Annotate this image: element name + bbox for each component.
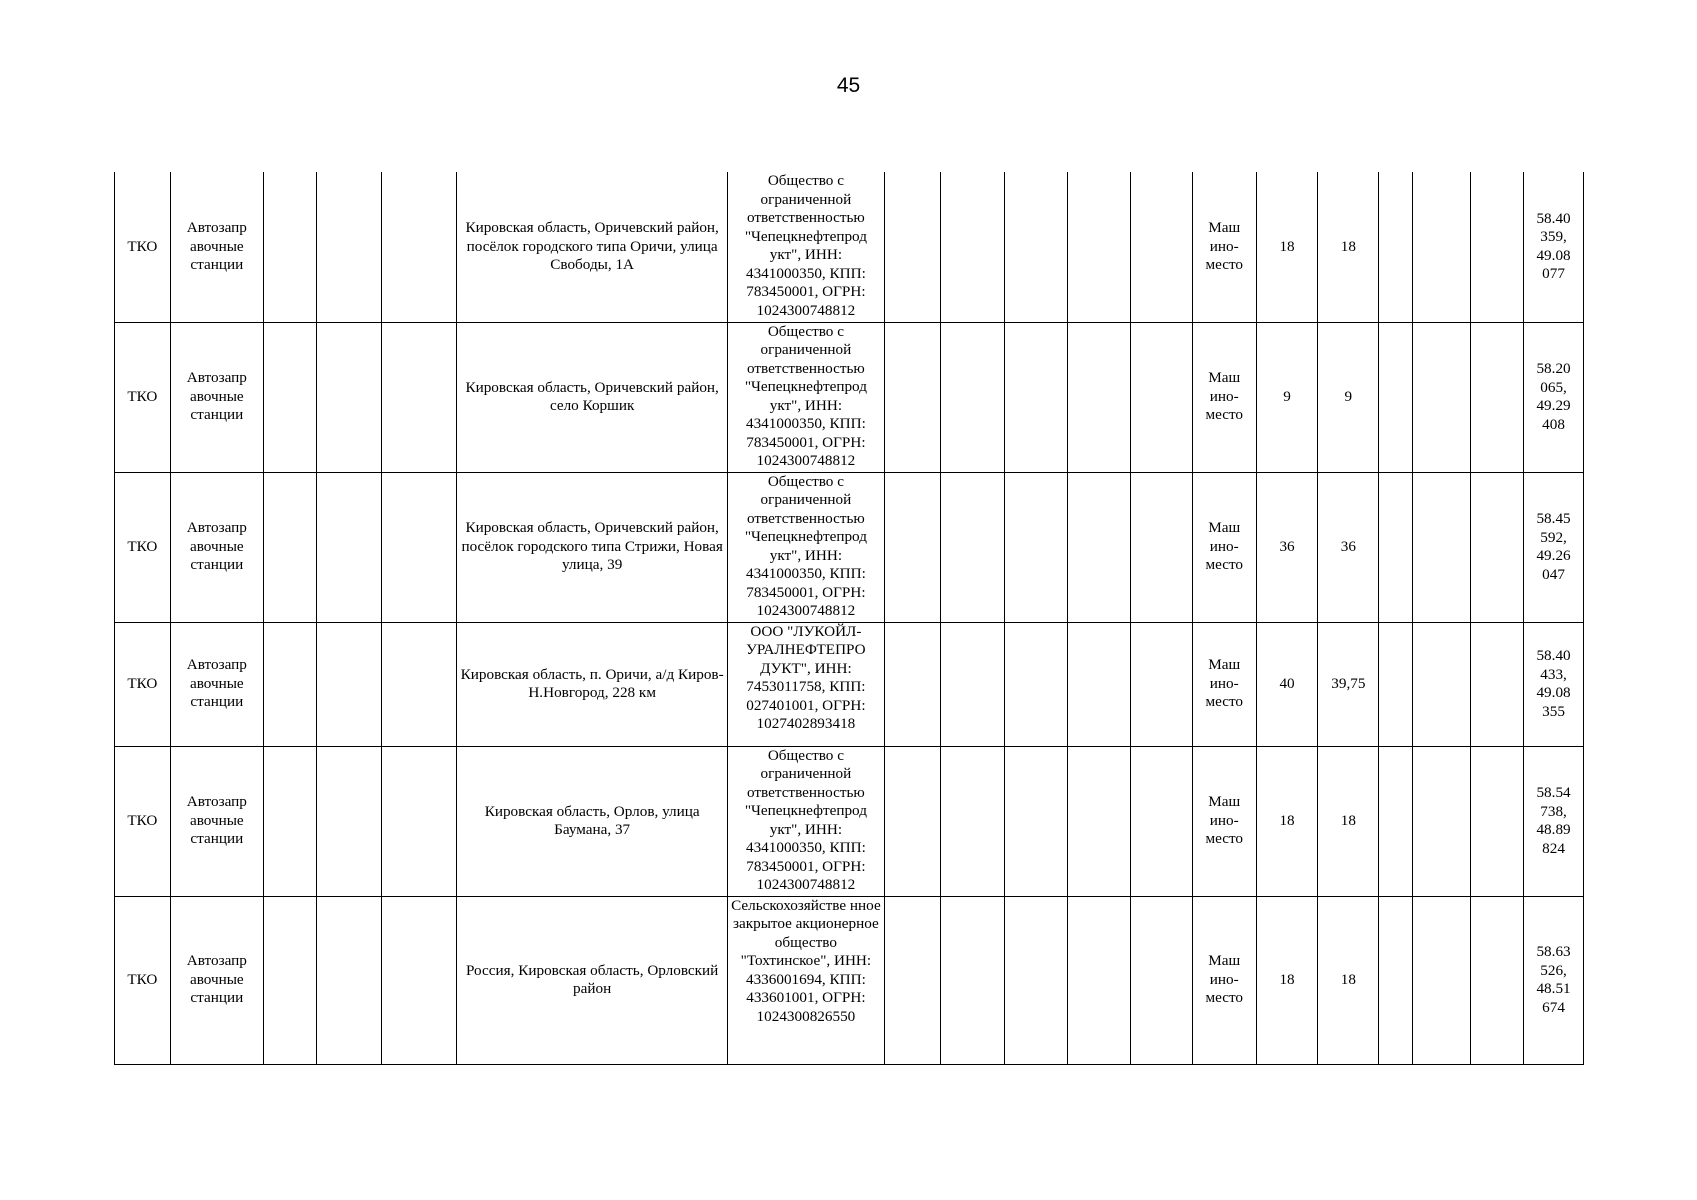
empty-cell (884, 172, 940, 322)
coordinates-cell: 58.54 738, 48.89 824 (1524, 746, 1584, 896)
owner-cell: ООО "ЛУКОЙЛ-УРАЛНЕФТЕПРО ДУКТ", ИНН: 7453011758, КПП: 027401001, ОГРН: 1027402893418 (727, 622, 884, 746)
source-cell: Автозапр авочные станции (170, 172, 263, 322)
empty-cell (1005, 472, 1068, 622)
page-number: 45 (836, 74, 861, 97)
value-1-cell: 36 (1256, 472, 1318, 622)
empty-cell (1471, 746, 1524, 896)
empty-cell (263, 472, 316, 622)
empty-cell (1471, 622, 1524, 746)
empty-cell (1068, 322, 1131, 472)
empty-cell (316, 746, 382, 896)
empty-cell (940, 622, 1005, 746)
owner-cell: Общество с ограниченной ответственностью "Чепецкнефтепрод укт", ИНН: 4341000350, КПП: 783450001, ОГРН: 1024300748812 (727, 472, 884, 622)
source-cell: Автозапр авочные станции (170, 896, 263, 1064)
table-row (115, 472, 1584, 622)
source-cell: Автозапр авочные станции (170, 472, 263, 622)
source-cell: Автозапр авочные станции (170, 746, 263, 896)
empty-cell (263, 896, 316, 1064)
coordinates-cell: 58.40 433, 49.08 355 (1524, 622, 1584, 746)
unit-cell: Маш ино-место (1192, 622, 1256, 746)
empty-cell (1379, 322, 1412, 472)
unit-cell: Маш ино-место (1192, 472, 1256, 622)
value-1-cell: 9 (1256, 322, 1318, 472)
empty-cell (382, 896, 457, 1064)
empty-cell (884, 746, 940, 896)
owner-cell: Общество с ограниченной ответственностью "Чепецкнефтепрод укт", ИНН: 4341000350, КПП: 783450001, ОГРН: 1024300748812 (727, 172, 884, 322)
empty-cell (1412, 622, 1471, 746)
empty-cell (884, 622, 940, 746)
coordinates-cell: 58.45 592, 49.26 047 (1524, 472, 1584, 622)
empty-cell (1379, 472, 1412, 622)
waste-type-cell: ТКО (115, 172, 171, 322)
unit-cell: Маш ино-место (1192, 896, 1256, 1064)
empty-cell (1471, 896, 1524, 1064)
empty-cell (1068, 172, 1131, 322)
address-cell: Кировская область, Оричевский район, посёлок городского типа Стрижи, Новая улица, 39 (457, 472, 727, 622)
empty-cell (1005, 622, 1068, 746)
empty-cell (940, 172, 1005, 322)
empty-cell (316, 896, 382, 1064)
waste-sources-table (114, 172, 1584, 1065)
empty-cell (1471, 322, 1524, 472)
empty-cell (1131, 622, 1193, 746)
empty-cell (1471, 472, 1524, 622)
waste-type-cell: ТКО (115, 746, 171, 896)
empty-cell (1005, 172, 1068, 322)
value-2-cell: 18 (1318, 746, 1379, 896)
value-2-cell: 39,75 (1318, 622, 1379, 746)
table-row (115, 622, 1584, 746)
empty-cell (1412, 896, 1471, 1064)
waste-type-cell: ТКО (115, 896, 171, 1064)
empty-cell (1131, 322, 1193, 472)
unit-cell: Маш ино-место (1192, 172, 1256, 322)
value-2-cell: 18 (1318, 172, 1379, 322)
empty-cell (884, 472, 940, 622)
address-cell: Россия, Кировская область, Орловский район (457, 896, 727, 1064)
empty-cell (1131, 172, 1193, 322)
empty-cell (1131, 896, 1193, 1064)
empty-cell (1005, 322, 1068, 472)
empty-cell (1379, 622, 1412, 746)
empty-cell (263, 322, 316, 472)
unit-cell: Маш ино-место (1192, 746, 1256, 896)
address-cell: Кировская область, Оричевский район, село Коршик (457, 322, 727, 472)
source-cell: Автозапр авочные станции (170, 322, 263, 472)
empty-cell (1068, 896, 1131, 1064)
owner-cell: Общество с ограниченной ответственностью "Чепецкнефтепрод укт", ИНН: 4341000350, КПП: 783450001, ОГРН: 1024300748812 (727, 322, 884, 472)
empty-cell (316, 172, 382, 322)
empty-cell (382, 622, 457, 746)
value-2-cell: 9 (1318, 322, 1379, 472)
empty-cell (1131, 746, 1193, 896)
empty-cell (940, 746, 1005, 896)
waste-type-cell: ТКО (115, 472, 171, 622)
table-row (115, 172, 1584, 322)
value-2-cell: 18 (1318, 896, 1379, 1064)
empty-cell (382, 472, 457, 622)
empty-cell (382, 322, 457, 472)
empty-cell (1005, 896, 1068, 1064)
empty-cell (382, 746, 457, 896)
empty-cell (1379, 746, 1412, 896)
empty-cell (1412, 322, 1471, 472)
value-1-cell: 18 (1256, 746, 1318, 896)
empty-cell (1471, 172, 1524, 322)
source-cell: Автозапр авочные станции (170, 622, 263, 746)
empty-cell (1005, 746, 1068, 896)
empty-cell (1379, 896, 1412, 1064)
empty-cell (382, 172, 457, 322)
empty-cell (1412, 746, 1471, 896)
empty-cell (1379, 172, 1412, 322)
table-row (115, 896, 1584, 1064)
empty-cell (884, 896, 940, 1064)
empty-cell (940, 896, 1005, 1064)
empty-cell (263, 172, 316, 322)
value-1-cell: 18 (1256, 172, 1318, 322)
empty-cell (263, 622, 316, 746)
table-row (115, 746, 1584, 896)
empty-cell (263, 746, 316, 896)
value-1-cell: 40 (1256, 622, 1318, 746)
empty-cell (1412, 472, 1471, 622)
value-1-cell: 18 (1256, 896, 1318, 1064)
empty-cell (940, 472, 1005, 622)
empty-cell (316, 622, 382, 746)
address-cell: Кировская область, п. Оричи, а/д Киров-Н.Новгород, 228 км (457, 622, 727, 746)
waste-type-cell: ТКО (115, 622, 171, 746)
coordinates-cell: 58.20 065, 49.29 408 (1524, 322, 1584, 472)
empty-cell (1068, 746, 1131, 896)
coordinates-cell: 58.40 359, 49.08 077 (1524, 172, 1584, 322)
empty-cell (316, 472, 382, 622)
empty-cell (940, 322, 1005, 472)
table-row (115, 322, 1584, 472)
empty-cell (1068, 472, 1131, 622)
address-cell: Кировская область, Орлов, улица Баумана, 37 (457, 746, 727, 896)
unit-cell: Маш ино-место (1192, 322, 1256, 472)
empty-cell (1412, 172, 1471, 322)
address-cell: Кировская область, Оричевский район, посёлок городского типа Оричи, улица Свободы, 1А (457, 172, 727, 322)
owner-cell: Сельскохозяйстве нное закрытое акционерное общество "Тохтинское", ИНН: 4336001694, КПП: 433601001, ОГРН: 1024300826550 (727, 896, 884, 1064)
owner-cell: Общество с ограниченной ответственностью "Чепецкнефтепрод укт", ИНН: 4341000350, КПП: 783450001, ОГРН: 1024300748812 (727, 746, 884, 896)
waste-type-cell: ТКО (115, 322, 171, 472)
empty-cell (316, 322, 382, 472)
value-2-cell: 36 (1318, 472, 1379, 622)
empty-cell (1068, 622, 1131, 746)
empty-cell (1131, 472, 1193, 622)
empty-cell (884, 322, 940, 472)
coordinates-cell: 58.63 526, 48.51 674 (1524, 896, 1584, 1064)
